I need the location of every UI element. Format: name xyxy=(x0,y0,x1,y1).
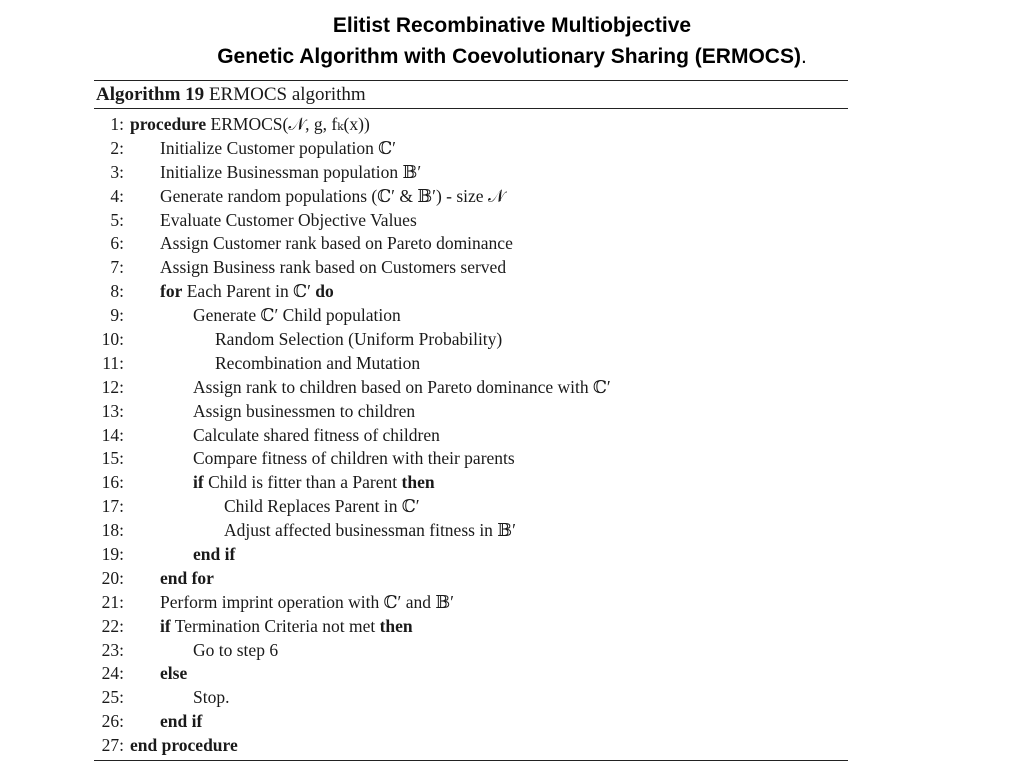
line-text: Assign Customer rank based on Pareto dominance xyxy=(160,233,513,254)
line-text: Stop. xyxy=(193,687,230,708)
algorithm-line-25 xyxy=(94,686,848,710)
slide-title-line-2 xyxy=(0,41,1024,72)
algorithm-line-22 xyxy=(94,615,848,639)
line-keyword: if xyxy=(193,472,204,493)
line-text: Assign businessmen to children xyxy=(193,400,416,421)
line-text: Evaluate Customer Objective Values xyxy=(160,209,417,230)
line-keyword-2: then xyxy=(401,472,435,493)
line-text: Initialize Customer population ℂ′ xyxy=(160,137,396,158)
line-text: Go to step 6 xyxy=(193,639,279,660)
line-number: 8: xyxy=(110,281,124,302)
line-text: Child Replaces Parent in ℂ′ xyxy=(224,496,420,517)
line-number: 4: xyxy=(110,185,124,206)
line-number: 20: xyxy=(101,567,124,588)
algorithm-line-20 xyxy=(94,567,848,591)
line-code xyxy=(193,471,435,495)
line-keyword: end if xyxy=(160,711,203,732)
algorithm-line-27 xyxy=(94,734,848,758)
line-text: Perform imprint operation with ℂ′ and 𝔹′ xyxy=(160,591,454,612)
line-number: 25: xyxy=(101,687,124,708)
line-keyword: end for xyxy=(160,567,214,588)
line-text: Random Selection (Uniform Probability) xyxy=(215,329,503,350)
line-text: Recombination and Mutation xyxy=(215,352,421,373)
line-keyword: procedure xyxy=(130,114,207,134)
algorithm-line-24 xyxy=(94,662,848,686)
line-number: 10: xyxy=(101,329,124,350)
line-text: Child is fitter than a Parent xyxy=(203,472,402,493)
line-keyword: for xyxy=(160,281,183,302)
algorithm-line-1 xyxy=(94,113,848,137)
line-text: Each Parent in ℂ′ xyxy=(182,281,316,302)
line-text: Initialize Businessman population 𝔹′ xyxy=(160,161,422,182)
line-keyword: end if xyxy=(193,544,236,565)
algorithm-line-23 xyxy=(94,639,848,663)
line-number: 1: xyxy=(110,114,124,134)
line-number: 18: xyxy=(101,520,124,541)
algorithm-line-7 xyxy=(94,256,848,280)
algorithm-lines xyxy=(94,109,848,761)
algorithm-line-5 xyxy=(94,209,848,233)
line-number: 24: xyxy=(101,663,124,684)
algorithm-line-6 xyxy=(94,232,848,256)
algorithm-line-21 xyxy=(94,591,848,615)
line-text: Generate random populations (ℂ′ & 𝔹′) - size 𝒩 xyxy=(160,185,505,206)
algorithm-line-13 xyxy=(94,400,848,424)
algorithm-line-3 xyxy=(94,161,848,185)
line-keyword: if xyxy=(160,615,171,636)
line-code xyxy=(130,113,370,137)
algorithm-line-4 xyxy=(94,185,848,209)
line-keyword-2: then xyxy=(379,615,413,636)
line-number: 7: xyxy=(110,257,124,278)
slide-title-line-1: Elitist Recombinative Multiobjective xyxy=(332,14,692,37)
line-text: Compare fitness of children with their parents xyxy=(193,448,515,469)
algorithm-name: ERMOCS algorithm xyxy=(208,84,366,105)
algorithm-line-11 xyxy=(94,352,848,376)
slide-title xyxy=(0,10,1024,72)
line-number: 26: xyxy=(101,711,124,732)
line-number: 6: xyxy=(110,233,124,254)
algorithm-line-26 xyxy=(94,710,848,734)
algorithm-line-17 xyxy=(94,495,848,519)
algorithm-line-18 xyxy=(94,519,848,543)
line-number: 9: xyxy=(110,305,124,326)
algorithm-line-14 xyxy=(94,424,848,448)
line-number: 15: xyxy=(101,448,124,469)
line-keyword: end procedure xyxy=(130,735,238,756)
algorithm-box xyxy=(94,80,848,761)
line-number: 21: xyxy=(101,591,124,612)
line-text: Adjust affected businessman fitness in 𝔹′ xyxy=(224,520,516,541)
line-number: 16: xyxy=(101,472,124,493)
algorithm-line-8 xyxy=(94,280,848,304)
algorithm-line-9 xyxy=(94,304,848,328)
line-text: Termination Criteria not met xyxy=(170,615,380,636)
line-number: 5: xyxy=(110,209,124,230)
line-number: 23: xyxy=(101,639,124,660)
line-text: ERMOCS(𝒩, g, fₖ(x)) xyxy=(206,114,370,134)
algorithm-line-19 xyxy=(94,543,848,567)
line-text: Generate ℂ′ Child population xyxy=(193,305,401,326)
line-number: 27: xyxy=(101,735,124,756)
line-number: 19: xyxy=(101,544,124,565)
line-code xyxy=(160,280,334,304)
line-number: 14: xyxy=(101,424,124,445)
line-number: 11: xyxy=(102,352,124,373)
line-code xyxy=(160,615,413,639)
algorithm-line-15 xyxy=(94,447,848,471)
line-number: 12: xyxy=(101,376,124,397)
algorithm-line-16 xyxy=(94,471,848,495)
line-number: 2: xyxy=(110,137,124,158)
slide-title-line-2-text: Genetic Algorithm with Coevolutionary Sharing (ERMOCS) xyxy=(217,45,801,68)
line-text: Calculate shared fitness of children xyxy=(193,424,440,445)
line-number: 17: xyxy=(101,496,124,517)
line-keyword-2: do xyxy=(315,281,334,302)
algorithm-label: Algorithm 19 xyxy=(96,84,205,105)
line-number: 13: xyxy=(101,400,124,421)
algorithm-header xyxy=(94,81,848,109)
slide-title-period: . xyxy=(800,45,807,68)
line-number: 22: xyxy=(101,615,124,636)
line-keyword: else xyxy=(160,663,188,684)
line-text: Assign Business rank based on Customers served xyxy=(160,257,507,278)
algorithm-line-12 xyxy=(94,376,848,400)
line-text: Assign rank to children based on Pareto dominance with ℂ′ xyxy=(193,376,611,397)
algorithm-line-10 xyxy=(94,328,848,352)
algorithm-line-2 xyxy=(94,137,848,161)
line-number: 3: xyxy=(110,161,124,182)
